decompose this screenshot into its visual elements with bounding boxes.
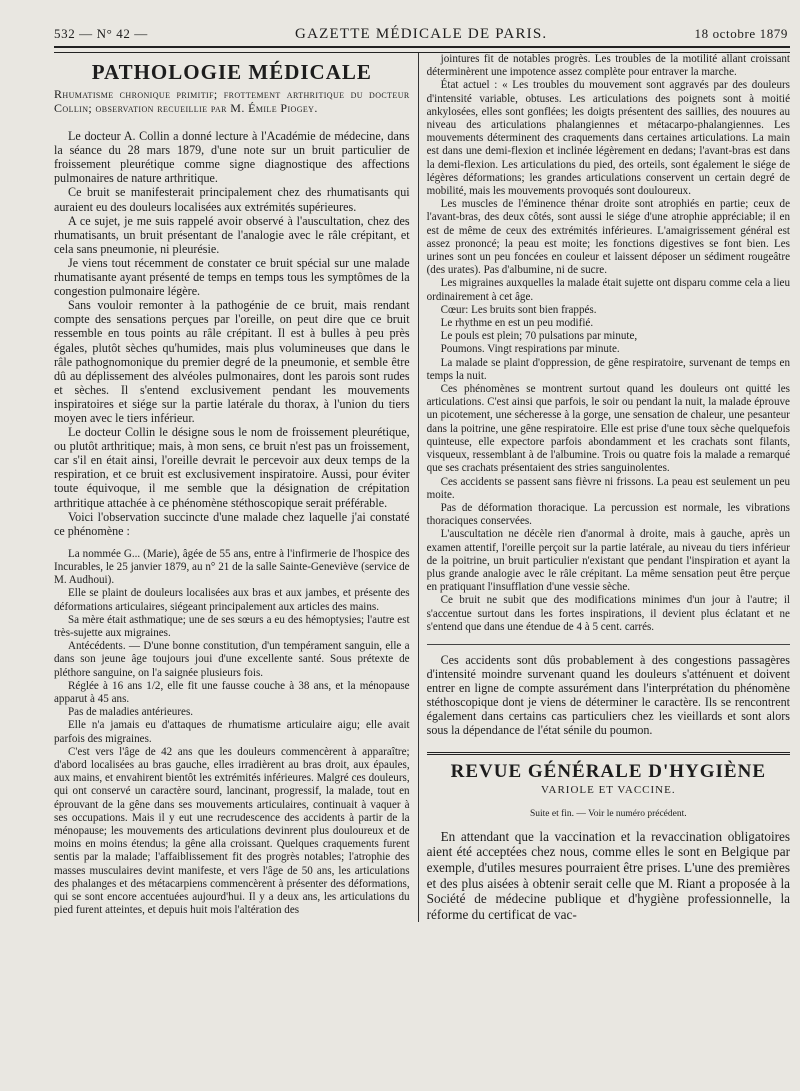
paragraph: Ces phénomènes se montrent surtout quand les douleurs ont quitté les articulations. C'est ainsi que parfois, le soir ou pendant la nuit, la malade éprouve un picotement, une sécheresse à la gorge, une sensation de chaleur, une pesanteur dans la poitrine, une gêne respiratoire. Elle est prise d'une toux sèche quelquefois quinteuse, elle expectore parfois abondamment et les crachats sont filants, visqueux, ressemblant à de l'albumine. Trois ou quatre fois la malade a remarqué que ses crachats présentaient des stries sanguinolentes. (426, 383, 790, 475)
paragraph: Sa mère était asthmatique; une de ses sœurs a eu des hémoptysies; l'autre est très-sujette aux migraines. (54, 613, 410, 640)
paragraph: La malade se plaint d'oppression, de gêne respiratoire, survenant de temps en temps la nuit. (426, 356, 790, 382)
paragraph: Ce bruit se manifesterait principalement chez des rhumatisants qui auraient eu des douleurs localisées aux extrémités supérieures. (54, 185, 410, 214)
paragraph: A ce sujet, je me suis rappelé avoir observé à l'auscultation, chez des rhumatisants, un bruit présentant de l'analogie avec le râle crépitant, et cela sans pneumonie, ni pleurésie. (54, 213, 410, 256)
hygiene-subtitle: VARIOLE ET VACCINE. (540, 783, 676, 796)
paragraph: Le docteur Collin le désigne sous le nom de froissement pleurétique, ou plutôt arthritique; mais, à mon sens, ce bruit n'est pas un froissement, car s'il en était ainsi, l'oreille devrait le percevoir aux deux temps de la respiration, et ce bruit est exclusivement inspiratoire. Aussi, pour éviter toute équivoque, il me semble que la désignation de crépitation arthritique attachée à ce phénomène stéthoscopique serait préférable. (54, 425, 410, 510)
paragraph: Voici l'observation succincte d'une malade chez laquelle j'ai constaté ce phénomène : (54, 509, 410, 538)
continuation-note: Suite et fin. — Voir le numéro précédent. (529, 808, 687, 819)
paragraph: La nommée G... (Marie), âgée de 55 ans, entre à l'infirmerie de l'hospice des Incurables, le 25 janvier 1879, au n° 21 de la salle Sainte-Geneviève (service de M. Audhoui). (54, 547, 410, 587)
paragraph: Sans vouloir remonter à la pathogénie de ce bruit, mais rendant compte des sensations perçues par l'oreille, on peut dire que ce bruit ressemble en tous points au râle crépitant. Il est à bulles à peu près égales, plutôt sèches qu'humides, mais plus volumineuses que dans le râle pathognomonique du premier degré de la pneumonie, et semble être dû au déplissement des alvéoles pulmonaires, dont les parois sont rudes et sèches. Il s'entend exclusivement pendant les mouvements inspiratoires et siége sur la partie latérale du thorax, à l'union du tiers moyen avec le tiers inférieur. (54, 298, 410, 425)
paragraph: Je viens tout récemment de constater ce bruit spécial sur une malade rhumatisante ayant présenté de temps en temps tous les symptômes de la congestion pulmonaire légère. (54, 255, 410, 299)
right-column (418, 53, 790, 922)
hygiene-paragraph: En attendant que la vaccination et la revaccination obligatoires aient été acceptées chez nous, comme elles le sont en Belgique par exemple, d'utiles mesures pourraient être prises. L'une des premières et des plus aisées à obtenir serait celle que M. Riant a proposée à la Société de médecine publique et d'hygiène professionnelle, la réforme du certificat de vac- (426, 828, 790, 922)
paragraph: jointures fit de notables progrès. Les troubles de la motilité allant croissant déterminèrent une impotence assez complète pour entraver la marche. (426, 53, 790, 79)
paragraph: État actuel : « Les troubles du mouvement sont aggravés par des douleurs d'intensité variable, obtuses. Les articulations des poignets sont à moitié ankylosées, elles sont gonflées; les doigts présentent des saillies, des nouures au niveau des articulations phalangiennes et métacarpo-phalangiennes. Les mouvements déterminent des craquements dans certaines articulations. La main est dans une demi-flexion et inclinée légèrement en dedans; l'avant-bras est dans la demi-flexion. Les articulations du pied, des orteils, sont également le siége de légères déformations; les grandes articulations conservent un certain degré de mobilité, mais les mouvements provoqués sont douloureux. (426, 79, 790, 198)
observation-continued (427, 53, 790, 634)
paragraph: Le rhythme en est un peu modifié. (440, 317, 594, 330)
hygiene-title: REVUE GÉNÉRALE D'HYGIÈNE (450, 760, 766, 782)
observation-body (54, 548, 410, 918)
page-number: 532 — N° 42 — (54, 26, 148, 41)
header-rule (54, 46, 790, 53)
paragraph: Pas de déformation thoracique. La percussion est normale, les vibrations thoraciques conservées. (426, 501, 790, 528)
publication-title: GAZETTE MÉDICALE DE PARIS. (295, 26, 548, 42)
paragraph: Ce bruit ne subit que des modifications minimes d'un jour à l'autre; il s'accentue surtout dans les fortes inspirations, il devient plus éclatant et ne s'entend que dans une étendue de 4 à 5 cent. carrés. (426, 594, 790, 633)
article-title: Rhumatisme chronique primitif; frottement arthritique du docteur Collin; observation recueillie par M. Émile Piogey. (54, 87, 410, 116)
paragraph: C'est vers l'âge de 42 ans que les douleurs commencèrent à apparaître; d'abord localisées au bras gauche, elles irradièrent au bras droit, aux épaules, aux mains, et envahirent bientôt les extrémités inférieures. Malgré ces douleurs, qui ont conservé un caractère sourd, lancinant, progressif, la malade, tout en éprouvant de la gêne dans ses mouvements articulaires, continuait à vaquer à ses occupations. Mais il y eut une recrudescence des accidents à partir de la ménopause; les mouvements des articulations devinrent plus douloureux et de moins en moins étendus; la gêne alla croissant. Quelques craquements furent sentis par la malade; l'affaiblissement fit des progrès notables; l'atrophie des masses musculaires devint manifeste, et vers l'âge de 50 ans, les articulations des phalanges et des métacarpiens commencèrent à présenter des déformations, qui se sont encore accentuées aujourd'hui. Il y a deux ans, les articulations du pied furent atteintes, et depuis huit mois l'altération des (54, 745, 410, 917)
paragraph: Pas de maladies antérieures. (68, 706, 194, 719)
issue-date: 18 octobre 1879 (694, 26, 788, 41)
hygiene-article (427, 752, 790, 923)
masthead (44, 26, 790, 43)
paragraph: Les migraines auxquelles la malade était sujette ont disparu comme cela a lieu ordinairement à cet âge. (426, 277, 790, 303)
paragraph: Le pouls est plein; 70 pulsations par minute, (440, 330, 638, 343)
left-column (54, 53, 418, 922)
paragraph: Le docteur A. Collin a donné lecture à l'Académie de médecine, dans la séance du 28 mars 1879, d'une note sur un bruit particulier de froissement pleurétique comme signe diagnostique des affections pulmonaires de nature arthritique. (54, 129, 410, 186)
paragraph: L'auscultation ne décèle rien d'anormal à droite, mais à gauche, après un examen attentif, l'oreille perçoit sur la partie latérale, au niveau du tiers inférieur de la poitrine, un bruit particulier n'existant que pendant l'inspiration et ayant la plus grande analogie avec le râle crépitant. La même sensation peut être perçue en pratiquant l'insufflation d'une vessie sèche. (426, 528, 790, 594)
two-columns (54, 53, 790, 922)
paragraph: Poumons. Vingt respirations par minute. (440, 343, 620, 356)
conclusion-paragraph: Ces accidents sont dûs probablement à des congestions passagères d'intensité moindre survenant quand les douleurs s'atténuent et doivent entrer en ligne de compte assurément dans l'interprétation du phénomène stéthoscopique dont je viens de déterminer le caractère. Ils se rencontrent également dans certains cas particuliers chez les vieillards et sont alors sous la dépendance de l'état sénile du poumon. (426, 652, 790, 738)
paragraph: Antécédents. — D'une bonne constitution, d'un tempérament sanguin, elle a dans son jeune âge toujours joui d'une excellente santé. Sous prétexte de pléthore sanguine, on l'a saignée plusieurs fois. (54, 640, 410, 679)
paragraph: Les muscles de l'éminence thénar droite sont atrophiés en partie; ceux de l'avant-bras, des deux côtés, sont aussi le siége d'une atrophie appréciable; il en est de même de ceux des extrémités inférieures. L'amaigrissement général est assez prononcé; la peau est moite; les fonctions digestives se font bien. Les urines sont un peu foncées en couleur et laissent déposer un sédiment rougeâtre (des urates). Pas d'albumine, ni de sucre. (426, 198, 790, 277)
paragraph: Elle se plaint de douleurs localisées aux bras et aux jambes, et présente des déformations articulaires, siégeant principalement aux articles des mains. (54, 587, 410, 613)
divider (427, 644, 790, 645)
article-body (54, 129, 410, 538)
paragraph: Ces accidents se passent sans fièvre ni frissons. La peau est seulement un peu moite. (426, 475, 790, 501)
paragraph: Réglée à 16 ans 1/2, elle fit une fausse couche à 38 ans, et la ménopause apparut à 45 ans. (54, 679, 410, 706)
paragraph: Elle n'a jamais eu d'attaques de rhumatisme articulaire aigu; elle avait parfois des migraines. (54, 719, 410, 745)
section-title: PATHOLOGIE MÉDICALE (91, 60, 372, 84)
paragraph: Cœur: Les bruits sont bien frappés. (440, 303, 597, 316)
